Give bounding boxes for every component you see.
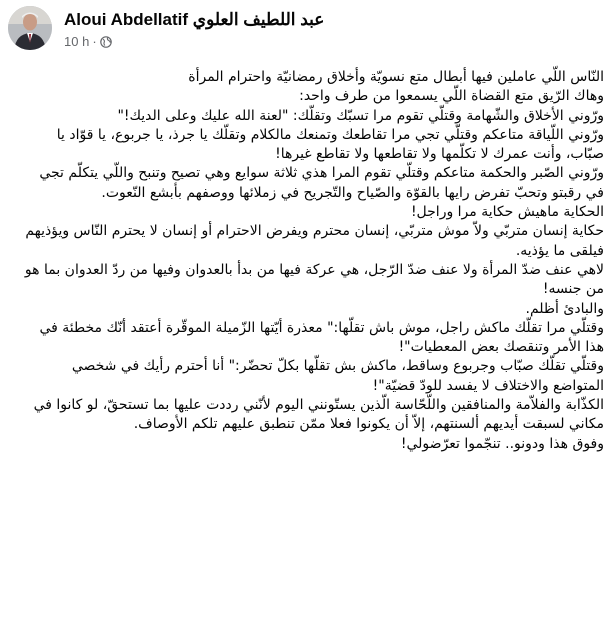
timestamp[interactable]: 10 h xyxy=(64,34,90,49)
paragraph: الحكاية ماهيش حكاية مرا وراجل! xyxy=(410,204,604,221)
paragraph: وهاك الرّيق متع القضاة اللّي يسمعوا من طرف واحد: xyxy=(299,88,604,105)
paragraph: الكذّابة والفلاّمة والمنافقين واللّحّاسة الّذين يستّونني اليوم لأنّني رددت عليها بما تستحقّ، لو كانوا في مكاني لسبقت أيديهم ألسنتهم، إلاّ أن يكونوا فعلا ممّن تنطبق عليهم تلكم الأوصاف. xyxy=(33,397,604,433)
paragraph: حكاية إنسان متربّي ولاّ موش متربّي، إنسان محترم ويفرض الاحترام أو إنسان لا يحترم النّاس ويؤذيهم فيلقى ما يؤذيه. xyxy=(25,223,604,259)
paragraph: وقتلّي مرا تقلّك ماكش راجل، موش باش تقلّها:" معذرة أيّتها الزّميلة الموقّرة أعتقد أنّك مخطئة في هذا الأمر وتنقصك بعض المعطيات"! xyxy=(39,319,604,356)
profile-photo-icon[interactable] xyxy=(8,6,52,50)
author-block xyxy=(64,6,324,50)
meta-separator: · xyxy=(92,34,97,49)
paragraph: ورّوني اللّياقة متاعكم وقتلّي تجي مرا تقاطعك وتمنعك مالكلام وتقلّك يا جرذ، يا جربوع، يا قوّاد يا صبّاب، وأنت عمرك لا تكلّمها ولا تقاطعها ولا تقاطع غيرها! xyxy=(56,126,604,163)
post-body xyxy=(18,68,604,454)
paragraph: لاهي عنف ضدّ المرأة ولا عنف ضدّ الرّجل، هي عركة فيها من بدأ بالعدوان وفيها من ردّ العدوان بما هو من جنسه! xyxy=(24,261,604,298)
globe-icon[interactable] xyxy=(100,36,112,48)
paragraph: وقتلّي تقلّك صبّاب وجربوع وساقط، ماكش بش تقلّها بكلّ تحضّر:" أنا أحترم رأيك في شخصي المتواضع والاختلاف لا يفسد للودّ قضيّة"! xyxy=(71,358,604,394)
paragraph: والبادئ أظلم. xyxy=(525,300,604,317)
paragraph: ورّوني الصّبر والحكمة متاعكم وقتلّي تقوم المرا هذي ثلاثة سوايع وهي تصيح وتنبح واللّي يتكلّم تجي في رقبتو وتحبّ تفرض رايها بالقوّة والصّياح والتّجريح في زملائها ووصفهم بأبشع النّعوت. xyxy=(39,165,604,201)
paragraph: وفوق هذا ودونو.. تنجّموا تعرّضولي! xyxy=(400,435,604,452)
author-name[interactable]: Aloui Abdellatif عبد اللطيف العلوي xyxy=(64,10,325,29)
post-meta xyxy=(64,34,324,50)
post-header xyxy=(8,6,324,58)
paragraph: ورّوني الأخلاق والشّهامة وقتلّي تقوم مرا تسبّك وتقلّك: "لعنة الله عليك وعلى الديك!" xyxy=(117,107,604,124)
paragraph: النّاس اللّي عاملين فيها أبطال متع نسويّة وأخلاق رمضانيّة واحترام المرأة xyxy=(188,69,604,85)
